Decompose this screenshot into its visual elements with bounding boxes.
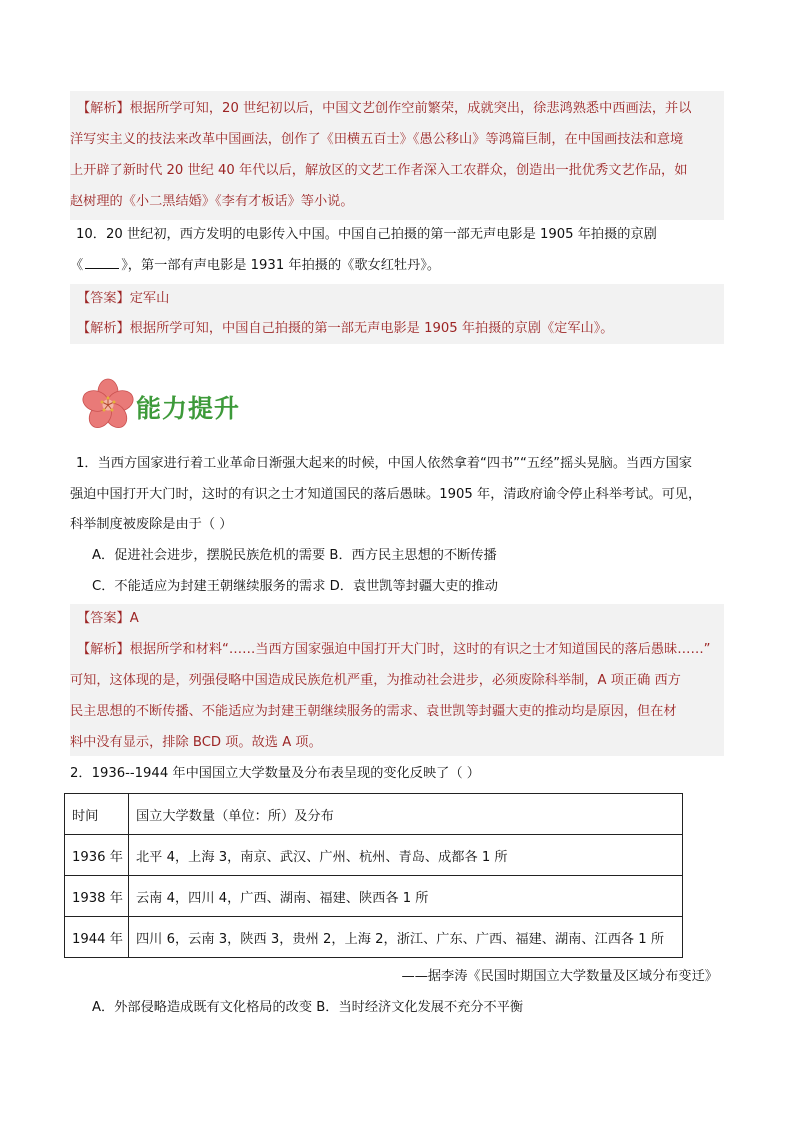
table-cell: 北平 4，上海 3，南京、武汉、广州、杭州、青岛、成都各 1 所: [129, 835, 683, 876]
answer-line: 【答案】A: [77, 611, 139, 626]
question-10-line-1: 10．20 世纪初，西方发明的电影传入中国。中国自己拍摄的第一部无声电影是 1905 年拍摄的京剧: [76, 227, 657, 242]
analysis-text: 根据所学可知，中国自己拍摄的第一部无声电影是 1905 年拍摄的京剧《定军山》。: [129, 321, 614, 336]
table-cell: 1936 年: [65, 835, 129, 876]
question-2-stem: 2．1936--1944 年中国国立大学数量及分布表呈现的变化反映了（ ）: [70, 766, 480, 781]
analysis-line: 上开辟了新时代 20 世纪 40 年代以后，解放区的文艺工作者深入工农群众，创造出一批优秀文艺作品，如: [70, 163, 688, 178]
university-distribution-table: [64, 793, 683, 958]
answer-tag: 【答案】: [77, 291, 130, 306]
table-cell: 云南 4，四川 4，广西、湖南、福建、陕西各 1 所: [129, 876, 683, 917]
analysis-tag: 【解析】: [77, 321, 130, 336]
analysis-line: 可知，这体现的是，列强侵略中国造成民族危机严重，为推动社会进步，必须废除科举制，A 项正确 西方: [70, 673, 681, 688]
table-row: [65, 835, 683, 876]
analysis-line: 【解析】根据所学和材料“……当西方国家强迫中国打开大门时，这时的有识之士才知道国民的落后愚昧……”: [77, 642, 711, 657]
table-header-cell: 国立大学数量（单位：所）及分布: [129, 794, 683, 835]
question-1-line: 强迫中国打开大门时，这时的有识之士才知道国民的落后愚昧。1905 年，清政府谕令停止科举考试。可见，: [70, 487, 702, 502]
analysis-line: 洋写实主义的技法来改革中国画法，创作了《田横五百士》《愚公移山》等鸿篇巨制，在中国画技法和意境: [70, 132, 684, 147]
analysis-line: 【解析】根据所学可知，20 世纪初以后，中国文艺创作空前繁荣，成就突出，徐悲鸿熟悉中西画法，并以: [77, 101, 692, 116]
table-row: [65, 876, 683, 917]
answer-line: [77, 289, 169, 309]
analysis-line: 赵树理的《小二黑结婚》《李有才板话》等小说。: [70, 194, 354, 209]
answer-blank: [85, 256, 119, 269]
table-header-row: [65, 794, 683, 835]
analysis-line: [77, 319, 613, 339]
analysis-line: 民主思想的不断传播、不能适应为封建王朝继续服务的需求、袁世凯等封疆大吏的推动均是原因，但在材: [70, 704, 677, 719]
question-1-options: C．不能适应为封建王朝继续服务的需求 D．袁世凯等封疆大吏的推动: [92, 579, 498, 594]
table-cell: 1938 年: [65, 876, 129, 917]
question-10-open: 《: [70, 258, 84, 273]
table-row: [65, 917, 683, 958]
question-1-line: 科举制度被废除是由于（ ）: [70, 517, 233, 532]
table-source: ——据李涛《民国时期国立大学数量及区域分布变迁》: [401, 969, 718, 984]
question-10-rest: 》，第一部有声电影是 1931 年拍摄的《歌女红牡丹》。: [121, 258, 441, 273]
table-header-cell: 时间: [65, 794, 129, 835]
section-title: 能力提升: [136, 394, 241, 423]
question-1-line: 1．当西方国家进行着工业革命日渐强大起来的时候，中国人依然拿着“四书”“五经”摇头晃脑。当西方国家: [76, 456, 692, 471]
plum-blossom-icon: [78, 378, 138, 434]
question-1-options: A．促进社会进步，摆脱民族危机的需要 B．西方民主思想的不断传播: [92, 548, 497, 563]
analysis-line: 料中没有显示，排除 BCD 项。故选 A 项。: [70, 735, 322, 750]
question-2-options: A．外部侵略造成既有文化格局的改变 B．当时经济文化发展不充分不平衡: [92, 1000, 524, 1015]
question-10-line-2: [70, 256, 440, 276]
table-cell: 1944 年: [65, 917, 129, 958]
answer-text: 定军山: [129, 291, 170, 306]
table-cell: 四川 6，云南 3，陕西 3，贵州 2，上海 2，浙江、广东、广西、福建、湖南、江西各 1 所: [129, 917, 683, 958]
